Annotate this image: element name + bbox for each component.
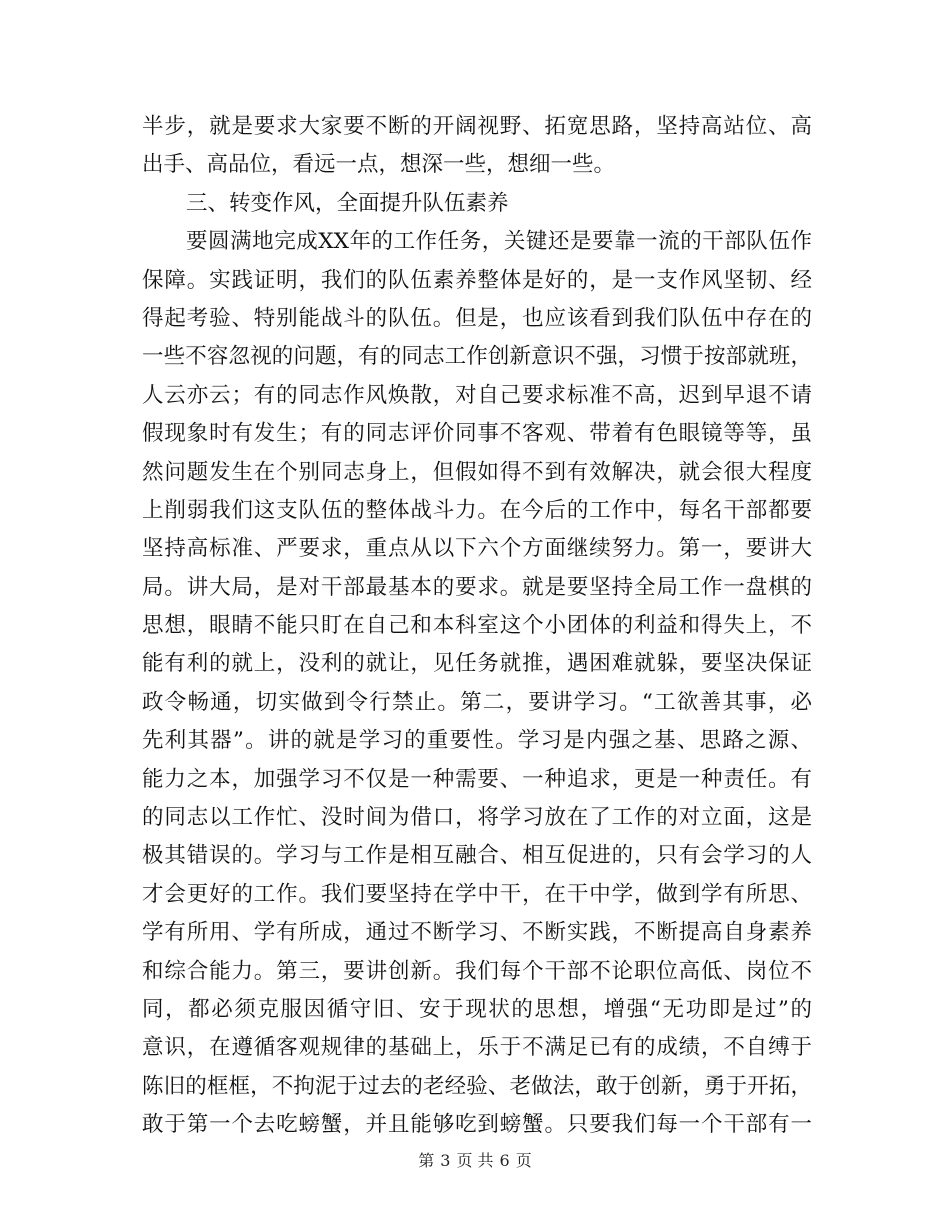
text-line: 然问题发生在个别同志身上，但假如得不到有效解决，就会很大程度 [142,459,812,485]
text-line: 同，都必须克服因循守旧、安于现状的思想，增强“无功即是过”的 [142,996,812,1022]
footer-suffix: 页 [515,1151,532,1170]
text-line: 出手、高品位，看远一点，想深一些，想细一些。 [142,152,616,178]
text-line: 半步，就是要求大家要不断的开阔视野、拓宽思路，坚持高站位、高 [142,114,812,139]
text-line: 政令畅通，切实做到令行禁止。第二，要讲学习。“工欲善其事，必 [142,689,812,715]
footer-prefix: 第 [418,1151,435,1170]
footer-middle: 页 共 [456,1151,494,1170]
text-line: 陈旧的框框，不拘泥于过去的老经验、老做法，敢于创新，勇于开拓， [142,1073,812,1099]
text-line: 坚持高标准、严要求，重点从以下六个方面继续努力。第一，要讲大 [142,536,812,562]
text-line: 要圆满地完成XX年的工作任务，关键还是要靠一流的干部队伍作 [186,229,812,255]
text-line: 先利其器”。讲的就是学习的重要性。学习是内强之基、思路之源、 [142,728,812,754]
text-line: 人云亦云；有的同志作风焕散，对自己要求标准不高，迟到早退不请 [142,382,812,408]
text-line: 极其错误的。学习与工作是相互融合、相互促进的，只有会学习的人 [142,843,812,869]
text-line: 得起考验、特别能战斗的队伍。但是，也应该看到我们队伍中存在的 [142,305,812,331]
text-line: 能力之本，加强学习不仅是一种需要、一种追求，更是一种责任。有 [142,766,812,792]
text-line: 才会更好的工作。我们要坚持在学中干，在干中学，做到学有所思、 [142,881,812,907]
text-line: 能有利的就上，没利的就让，见任务就推，遇困难就躲，要坚决保证 [142,651,812,677]
text-line: 局。讲大局，是对干部最基本的要求。就是要坚持全局工作一盘棋的 [142,574,812,600]
body-text [142,108,812,1145]
text-line: 一些不容忽视的问题，有的同志工作创新意识不强，习惯于按部就班， [142,344,812,370]
section-heading: 三、转变作风，全面提升队伍素养 [186,190,509,216]
text-line: 意识，在遵循客观规律的基础上，乐于不满足已有的成绩，不自缚于 [142,1035,812,1061]
text-line: 的同志以工作忙、没时间为借口，将学习放在了工作的对立面，这是 [142,805,812,831]
page-footer [0,1148,950,1171]
text-line: 思想，眼睛不能只盯在自己和本科室这个小团体的利益和得失上，不 [142,613,812,639]
text-line: 上削弱我们这支队伍的整体战斗力。在今后的工作中，每名干部都要 [142,497,812,523]
text-line: 敢于第一个去吃螃蟹，并且能够吃到螃蟹。只要我们每一个干部有一 [142,1112,812,1138]
total-pages: 6 [499,1151,510,1170]
text-line: 保障。实践证明，我们的队伍素养整体是好的，是一支作风坚韧、经 [142,267,812,293]
page-number: 3 [440,1151,451,1170]
text-line: 和综合能力。第三，要讲创新。我们每个干部不论职位高低、岗位不 [142,958,812,984]
text-line: 学有所用、学有所成，通过不断学习、不断实践，不断提高自身素养 [142,920,812,946]
text-line: 假现象时有发生；有的同志评价同事不客观、带着有色眼镜等等，虽 [142,421,812,447]
